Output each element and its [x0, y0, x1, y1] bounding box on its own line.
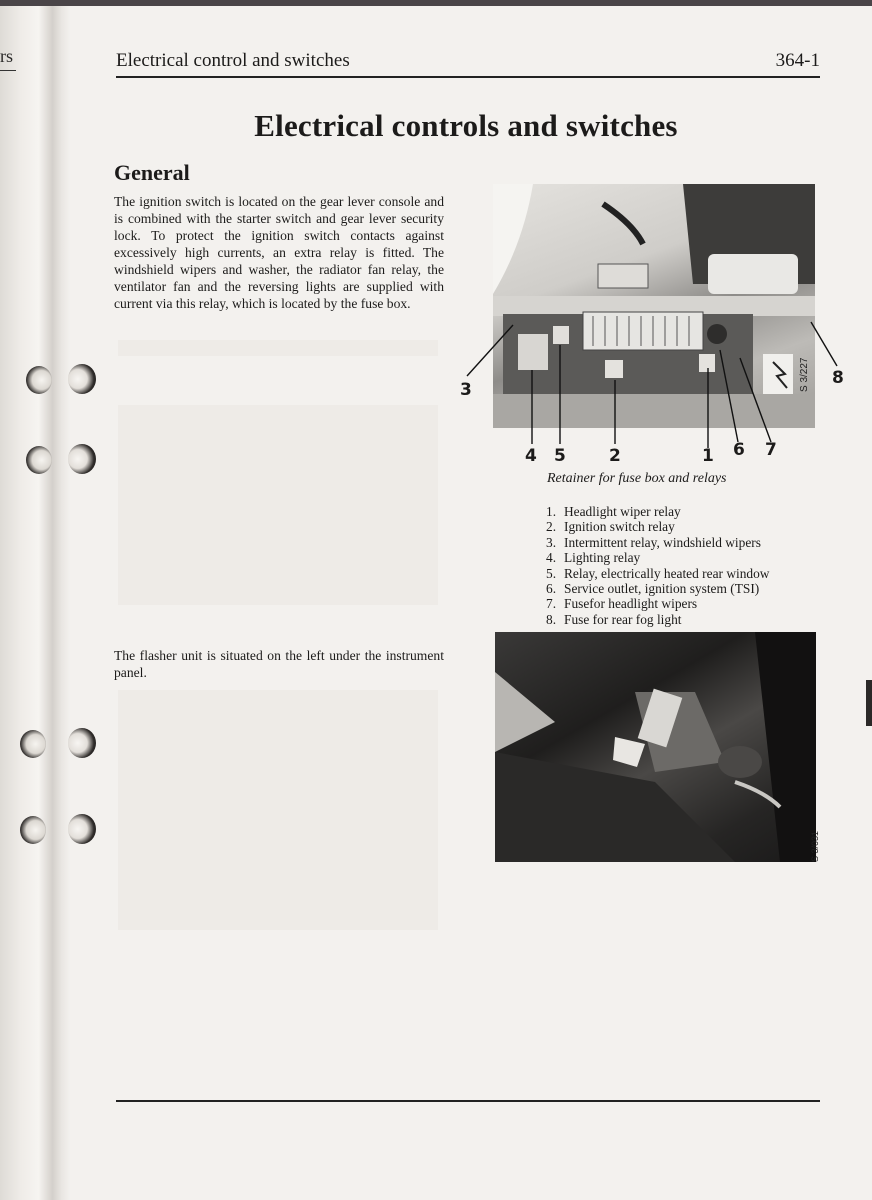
legend-item: 3. Intermittent relay, windshield wipers — [546, 534, 761, 550]
page-edge-tab — [866, 680, 872, 726]
legend-item: 6. Service outlet, ignition system (TSI) — [546, 581, 760, 597]
flasher-unit-photo — [495, 632, 816, 862]
legend-item: 5. Relay, electrically heated rear window — [546, 565, 770, 581]
callout-8: 8 — [832, 368, 844, 388]
page-title: Electrical controls and switches — [254, 108, 678, 143]
bleed-through — [118, 340, 438, 356]
running-header — [116, 50, 820, 78]
callout-6: 6 — [733, 440, 745, 460]
punch-hole — [68, 364, 96, 394]
punch-hole — [68, 444, 96, 474]
bleed-through — [118, 405, 438, 605]
legend-item: 1. Headlight wiper relay — [546, 504, 681, 519]
left-page-rule — [0, 70, 16, 71]
footer-rule — [116, 1100, 820, 1102]
callout-1: 1 — [702, 446, 714, 466]
punch-hole — [20, 816, 46, 844]
punch-hole — [26, 366, 52, 394]
punch-hole — [26, 446, 52, 474]
figure1-callouts — [455, 180, 855, 470]
legend-item: 7. Fusefor headlight wipers — [546, 596, 698, 612]
figure1-caption: Retainer for fuse box and relays — [547, 471, 727, 486]
legend-item: 8. Fuse for rear fog light — [546, 611, 682, 627]
callout-4: 4 — [525, 446, 537, 466]
page-number: 364-1 — [775, 50, 820, 71]
binding-spine — [0, 6, 70, 1200]
figure1-legend — [546, 504, 769, 627]
bleed-through — [118, 690, 438, 930]
flasher-paragraph: The flasher unit is situated on the left under the instrument panel. — [114, 648, 444, 680]
punch-hole — [68, 728, 96, 758]
section-title: Electrical control and switches — [116, 50, 350, 71]
callout-2: 2 — [609, 446, 621, 466]
callout-3: 3 — [460, 380, 472, 400]
photo2-code: S 3/031 — [810, 830, 820, 862]
punch-hole — [68, 814, 96, 844]
general-paragraph: The ignition switch is located on the gear lever console and is combined with the starter switch and gear lever security lock. To protect the ignition switch contacts against excessively high currents, an extra relay is fitted. The windshield wipers and washer, the radiator fan relay, the ventilator fan and the reversing lights are supplied with current via this relay, which is located by the fuse box. — [114, 194, 444, 311]
callout-5: 5 — [554, 446, 566, 466]
left-page-fragment: rs — [0, 46, 13, 66]
callout-7: 7 — [765, 440, 777, 460]
legend-item: 2. Ignition switch relay — [546, 519, 675, 535]
legend-item: 4. Lighting relay — [546, 550, 641, 566]
callout-leader-lines — [455, 180, 855, 470]
punch-hole — [20, 730, 46, 758]
section-heading-general: General — [114, 160, 190, 185]
photo1-code: S 3/227 — [799, 357, 810, 392]
flasher-unit-photo-art — [495, 632, 816, 862]
